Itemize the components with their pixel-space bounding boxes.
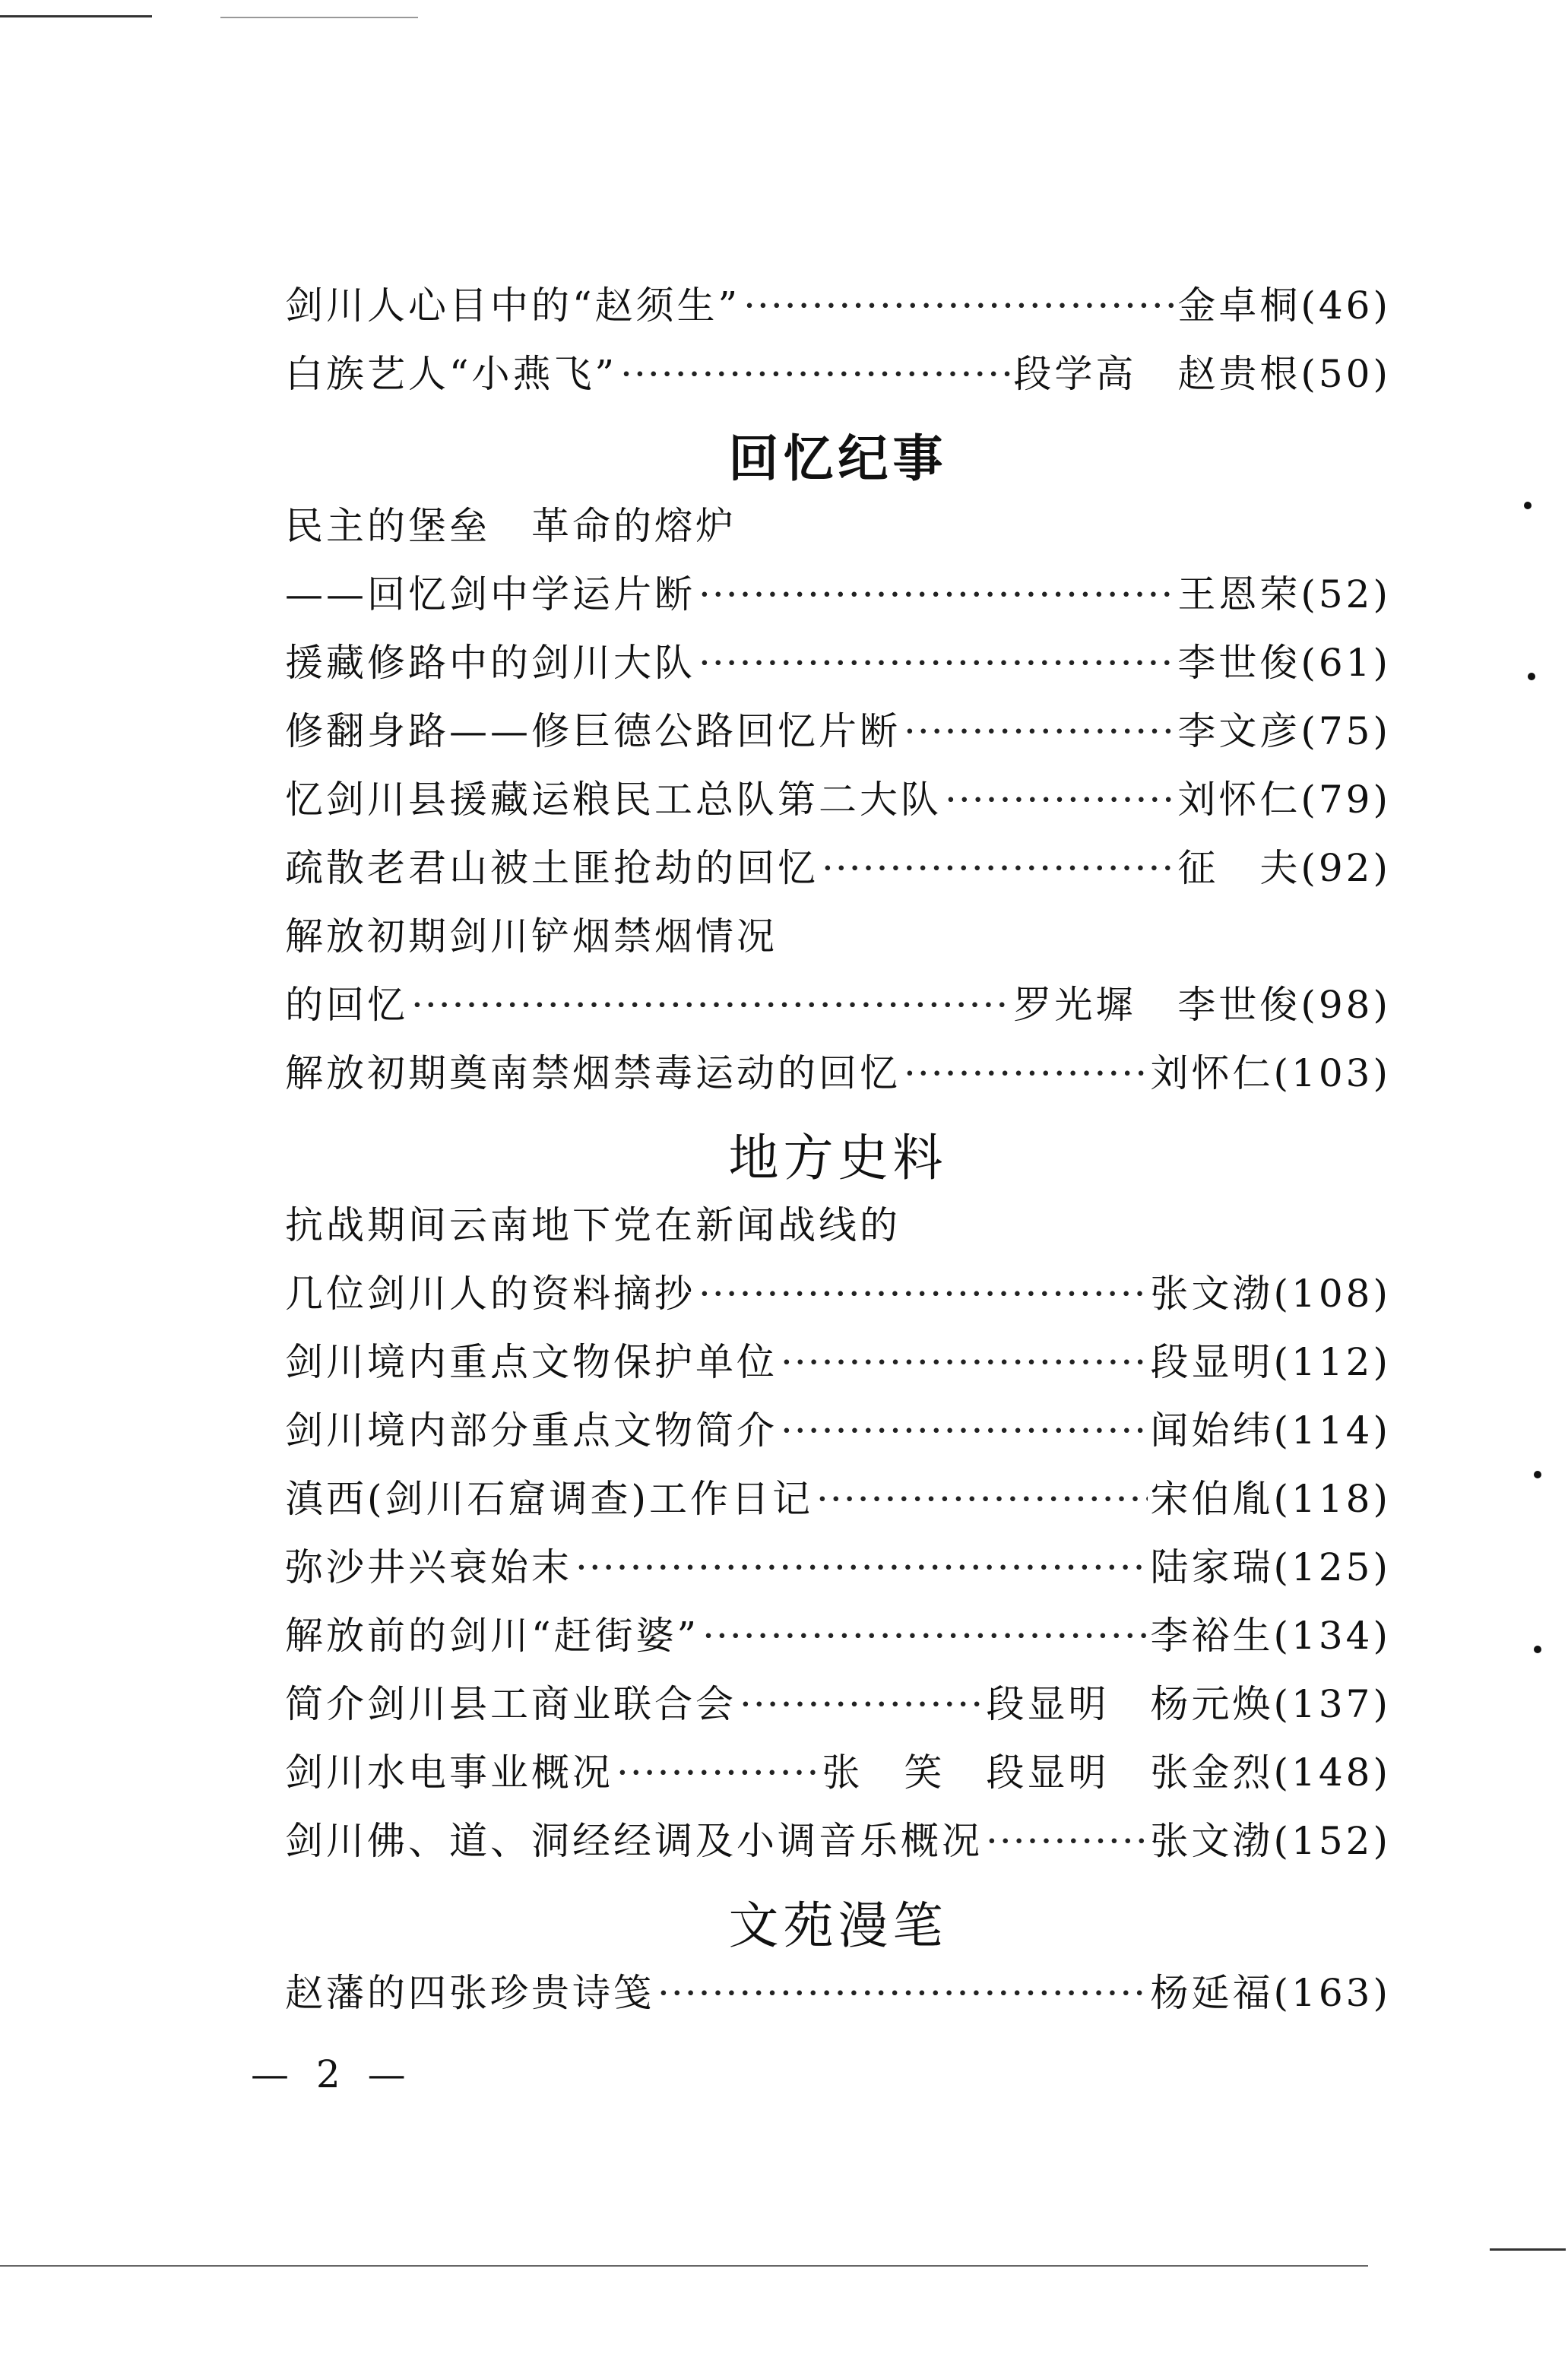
dot-leader xyxy=(781,1408,1148,1453)
toc-entry xyxy=(285,496,1391,564)
entry-title: 疏散老君山被土匪抢劫的回忆 xyxy=(285,846,819,890)
entry-author: 张 笑 段显明 张金烈 xyxy=(822,1751,1274,1795)
toc-entry xyxy=(285,1195,1391,1263)
entry-title: 剑川境内重点文物保护单位 xyxy=(285,1340,778,1384)
entry-page: (152) xyxy=(1273,1819,1391,1863)
entry-title: 赵藩的四张珍贵诗笺 xyxy=(285,1971,654,2015)
entry-author: 张文渤 xyxy=(1150,1819,1274,1863)
entry-title: 剑川水电事业概况 xyxy=(285,1751,613,1795)
toc-entry xyxy=(285,1605,1391,1674)
toc-entry xyxy=(285,1263,1391,1332)
dot-leader xyxy=(698,641,1174,685)
scan-speck xyxy=(1534,1471,1541,1478)
bottom-edge-line-right xyxy=(1490,2248,1566,2251)
dot-leader xyxy=(575,1545,1148,1589)
entry-page: (112) xyxy=(1273,1340,1391,1384)
entry-author: 征 夫 xyxy=(1177,846,1301,890)
entry-title: ——回忆剑中学运片断 xyxy=(285,572,695,616)
section-heading: 地方史料 xyxy=(728,1128,948,1187)
dot-leader xyxy=(616,1751,819,1795)
entry-page: (118) xyxy=(1273,1477,1391,1521)
dot-leader xyxy=(945,778,1174,822)
entry-page: (98) xyxy=(1300,983,1391,1027)
toc-entry xyxy=(285,1742,1391,1811)
entry-title: 白族艺人“小燕飞” xyxy=(285,352,618,396)
dot-leader xyxy=(657,1971,1148,2015)
dot-leader xyxy=(411,983,1010,1027)
scan-speck xyxy=(1528,673,1535,680)
entry-title: 几位剑川人的资料摘抄 xyxy=(285,1272,695,1316)
entry-page: (61) xyxy=(1300,641,1391,685)
bottom-edge-line xyxy=(0,2265,1368,2267)
entry-title: 滇西(剑川石窟调查)工作日记 xyxy=(285,1477,814,1521)
toc-entry xyxy=(285,1332,1391,1400)
toc-entry xyxy=(285,974,1391,1043)
table-of-contents xyxy=(285,275,1391,2031)
entry-page: (114) xyxy=(1273,1408,1391,1453)
entry-author: 张文渤 xyxy=(1150,1272,1274,1316)
entry-title: 解放初期奠南禁烟禁毒运动的回忆 xyxy=(285,1051,901,1095)
toc-entry xyxy=(285,906,1391,974)
entry-page: (148) xyxy=(1273,1751,1391,1795)
toc-entry xyxy=(285,1674,1391,1742)
entry-author: 段显明 杨元焕 xyxy=(986,1682,1274,1726)
entry-title: 援藏修路中的剑川大队 xyxy=(285,641,695,685)
entry-author: 段学高 赵贵根 xyxy=(1013,352,1301,396)
toc-entry xyxy=(285,1043,1391,1111)
entry-page: (125) xyxy=(1273,1545,1391,1589)
entry-title: 解放初期剑川铲烟禁烟情况 xyxy=(285,914,778,958)
toc-entry xyxy=(285,344,1391,412)
entry-page: (75) xyxy=(1300,709,1391,753)
entry-page: (134) xyxy=(1273,1614,1391,1658)
entry-title: 剑川人心目中的“赵须生” xyxy=(285,284,741,328)
entry-title: 抗战期间云南地下党在新闻战线的 xyxy=(285,1203,901,1247)
toc-entry xyxy=(285,769,1391,838)
entry-author: 李裕生 xyxy=(1150,1614,1274,1658)
entry-page: (52) xyxy=(1300,572,1391,616)
scan-speck xyxy=(1534,1646,1541,1653)
entry-title: 简介剑川县工商业联合会 xyxy=(285,1682,736,1726)
dot-leader xyxy=(986,1819,1148,1863)
dot-leader xyxy=(698,1272,1148,1316)
entry-author: 段显明 xyxy=(1150,1340,1274,1384)
toc-entry xyxy=(285,1811,1391,1879)
entry-title: 解放前的剑川“赶街婆” xyxy=(285,1614,700,1658)
dot-leader xyxy=(620,352,1010,396)
toc-entry xyxy=(285,1537,1391,1605)
entry-author: 罗光墀 李世俊 xyxy=(1013,983,1301,1027)
entry-title: 民主的堡垒 革命的熔炉 xyxy=(285,504,736,548)
top-edge-line-right xyxy=(220,17,418,18)
dot-leader xyxy=(904,709,1174,753)
section-heading: 文苑漫笔 xyxy=(728,1896,948,1955)
toc-entry xyxy=(285,632,1391,701)
entry-author: 李世俊 xyxy=(1177,641,1301,685)
entry-page: (163) xyxy=(1273,1971,1391,2015)
section-heading: 回忆纪事 xyxy=(728,428,948,488)
entry-author: 金卓桐 xyxy=(1177,284,1301,328)
toc-entry xyxy=(285,564,1391,632)
dot-leader xyxy=(740,1682,984,1726)
entry-author: 陆家瑞 xyxy=(1150,1545,1274,1589)
scan-speck xyxy=(1524,502,1532,509)
entry-page: (103) xyxy=(1273,1051,1391,1095)
dot-leader xyxy=(816,1477,1148,1521)
dot-leader xyxy=(743,284,1174,328)
entry-page: (79) xyxy=(1300,778,1391,822)
page-number: — 2 — xyxy=(251,2052,413,2096)
dot-leader xyxy=(702,1614,1147,1658)
entry-title: 剑川境内部分重点文物简介 xyxy=(285,1408,778,1453)
dot-leader xyxy=(698,572,1174,616)
toc-entry xyxy=(285,275,1391,344)
entry-page: (46) xyxy=(1300,284,1391,328)
entry-page: (108) xyxy=(1273,1272,1391,1316)
entry-author: 宋伯胤 xyxy=(1150,1477,1274,1521)
dot-leader xyxy=(781,1340,1148,1384)
toc-entry xyxy=(285,1963,1391,2031)
entry-title: 修翻身路——修巨德公路回忆片断 xyxy=(285,709,901,753)
toc-entry xyxy=(285,1400,1391,1469)
entry-title: 弥沙井兴衰始末 xyxy=(285,1545,572,1589)
entry-author: 杨延福 xyxy=(1150,1971,1274,2015)
dot-leader xyxy=(904,1051,1148,1095)
entry-page: (50) xyxy=(1300,352,1391,396)
entry-page: (137) xyxy=(1273,1682,1391,1726)
entry-author: 刘怀仁 xyxy=(1150,1051,1274,1095)
entry-author: 李文彦 xyxy=(1177,709,1301,753)
toc-entry xyxy=(285,1469,1391,1537)
entry-author: 王恩荣 xyxy=(1177,572,1301,616)
entry-page: (92) xyxy=(1300,846,1391,890)
entry-title: 的回忆 xyxy=(285,983,408,1027)
entry-title: 剑川佛、道、洞经经调及小调音乐概况 xyxy=(285,1819,983,1863)
top-edge-line xyxy=(0,15,152,17)
toc-entry xyxy=(285,701,1391,769)
dot-leader xyxy=(822,846,1174,890)
toc-entry xyxy=(285,838,1391,906)
entry-author: 闻始纬 xyxy=(1150,1408,1274,1453)
entry-author: 刘怀仁 xyxy=(1177,778,1301,822)
entry-title: 忆剑川县援藏运粮民工总队第二大队 xyxy=(285,778,942,822)
